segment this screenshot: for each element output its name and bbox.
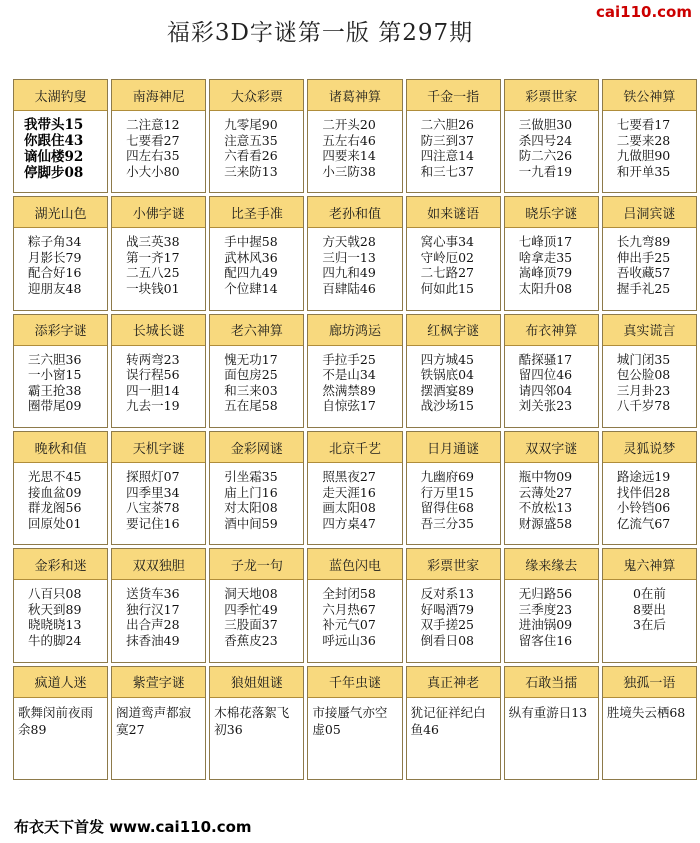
clue-line: 呼远山36: [322, 632, 376, 648]
clue-line: 三归一13: [322, 249, 376, 265]
cell-header: 如来谜语: [407, 197, 500, 228]
clue-line: 一块钱01: [126, 280, 180, 296]
cell-body: [112, 111, 205, 192]
clue-line: 胜境失云栖68: [606, 704, 686, 720]
clue-line: 对太阳08: [224, 500, 278, 515]
cell-header: 老六神算: [210, 315, 303, 346]
clue-line: 迎朋友48: [28, 280, 82, 296]
cell-body: [112, 463, 205, 544]
clue-line: 云薄处27: [518, 484, 573, 500]
puzzle-cell: [209, 196, 304, 310]
clue-line: 洞天地08: [224, 586, 278, 602]
cell-header: 灵狐说梦: [603, 432, 696, 463]
puzzle-cell: [602, 79, 697, 193]
clue-line: 九零尾90: [224, 117, 278, 132]
cell-header: 北京千艺: [308, 432, 401, 463]
clue-line: 留得住68: [420, 500, 474, 515]
clue-line: 群龙阁56: [28, 500, 82, 515]
footer-credit: 布衣天下首发 www.cai110.com: [14, 818, 252, 836]
clue-line: 无归路56: [518, 586, 573, 602]
cell-header: 铁公神算: [603, 80, 696, 111]
clue-line: 三股面37: [224, 617, 278, 633]
cell-body: [308, 111, 401, 192]
cell-header: 疯道人迷: [14, 667, 107, 698]
puzzle-cell: [406, 314, 501, 428]
clue-line: 四左右35: [126, 148, 180, 163]
puzzle-grid: [13, 79, 697, 780]
clue-line: 长九弯89: [616, 234, 671, 250]
clue-line: 手中握58: [224, 234, 278, 250]
cell-header: 长城长谜: [112, 315, 205, 346]
cell-header: 天机字谜: [112, 432, 205, 463]
cell-body: [407, 111, 500, 192]
puzzle-cell: [504, 314, 599, 428]
clue-line: 四九和49: [322, 265, 376, 281]
clue-line: 三季度23: [518, 601, 573, 617]
cell-header: 添彩字谜: [14, 315, 107, 346]
clue-line: 个位肆14: [224, 280, 278, 296]
cell-header: 大众彩票: [210, 80, 303, 111]
clue-line: 八百只08: [28, 586, 82, 602]
puzzle-cell: [307, 196, 402, 310]
cell-body: [603, 463, 696, 544]
clue-line: 五左右46: [322, 132, 376, 148]
cell-body: [210, 580, 303, 661]
clue-line: 摆酒宴89: [420, 382, 474, 398]
puzzle-cell: [111, 79, 206, 193]
cell-header: 彩票世家: [505, 80, 598, 111]
puzzle-cell: [111, 314, 206, 428]
cell-body: [505, 346, 598, 427]
cell-body: [14, 463, 107, 544]
clue-line: 方天戟28: [322, 234, 376, 250]
clue-line: 铁锅底04: [420, 367, 474, 383]
clue-line: 嵩峰顶79: [518, 265, 573, 281]
clue-line: 八千岁78: [616, 398, 671, 414]
clue-line: 自惊弦17: [322, 398, 376, 414]
clue-line: 三六胆36: [28, 351, 82, 367]
cell-header: 布衣神算: [505, 315, 598, 346]
clue-line: 配合好16: [28, 265, 82, 281]
cell-body: [14, 111, 107, 192]
clue-line: 二要来28: [616, 132, 671, 148]
clue-line: 瓶中物09: [518, 469, 573, 484]
cell-body: [505, 463, 598, 544]
clue-line: 歌舞闵前夜雨余89: [18, 704, 94, 737]
clue-line: 小三防38: [322, 163, 376, 179]
puzzle-cell: [111, 431, 206, 545]
clue-line: 画太阳08: [322, 500, 376, 515]
clue-line: 八宝茶78: [126, 500, 180, 515]
cell-header: 狼姐姐谜: [210, 667, 303, 698]
clue-line: 二六胆26: [420, 117, 474, 132]
cell-body: [14, 698, 107, 779]
puzzle-cell: [13, 666, 108, 780]
clue-line: 不是山34: [322, 367, 376, 383]
clue-line: 战沙场15: [420, 398, 474, 414]
clue-line: 独行汉17: [126, 601, 180, 617]
clue-line: 二开头20: [322, 117, 376, 132]
puzzle-cell: [13, 196, 108, 310]
clue-line: 照黑夜27: [322, 469, 376, 484]
clue-line: 防二六26: [518, 148, 573, 163]
cell-body: [14, 346, 107, 427]
cell-header: 南海神尼: [112, 80, 205, 111]
clue-line: 伸出手25: [616, 249, 671, 265]
puzzle-cell: [406, 79, 501, 193]
cell-body: [407, 228, 500, 309]
cell-header: 金彩和迷: [14, 549, 107, 580]
clue-line: 三来防13: [224, 163, 278, 179]
cell-header: 独孤一语: [603, 667, 696, 698]
clue-line: 犹记征祥纪白鱼46: [410, 704, 486, 737]
clue-line: 月影长79: [28, 249, 82, 265]
puzzle-cell: [602, 196, 697, 310]
cell-header: 缘来缘去: [505, 549, 598, 580]
puzzle-cell: [307, 431, 402, 545]
clue-line: 要记住16: [126, 515, 180, 531]
clue-line: 啥拿走35: [518, 249, 573, 265]
clue-line: 市接蜃气亦空虚05: [312, 704, 388, 737]
clue-line: 四要来14: [322, 148, 376, 163]
clue-line: 愧无功17: [224, 351, 278, 367]
cell-body: [14, 228, 107, 309]
puzzle-cell: [504, 79, 599, 193]
puzzle-cell: [307, 666, 402, 780]
clue-line: 秋天到89: [28, 601, 82, 617]
clue-line: 0在前: [632, 586, 666, 602]
clue-line: 七要看17: [616, 117, 671, 132]
puzzle-cell: [209, 548, 304, 662]
cell-header: 鬼六神算: [603, 549, 696, 580]
page-title: 福彩3D字谜第一版 第297期: [166, 20, 474, 46]
puzzle-cell: [209, 314, 304, 428]
cell-header: 吕洞宾谜: [603, 197, 696, 228]
clue-line: 吾收藏57: [616, 265, 671, 281]
puzzle-cell: [504, 666, 599, 780]
clue-line: 找伴侣28: [616, 484, 671, 500]
puzzle-cell: [13, 548, 108, 662]
cell-header: 廊坊鸿运: [308, 315, 401, 346]
clue-line: 六看看26: [224, 148, 278, 163]
cell-body: [308, 346, 401, 427]
clue-line: 留四位46: [518, 367, 573, 383]
clue-line: 二五八25: [126, 265, 180, 281]
clue-line: 九去一19: [126, 398, 180, 414]
clue-line: 霸王抢38: [28, 382, 82, 398]
clue-line: 和三来03: [224, 382, 278, 398]
cell-body: [603, 698, 696, 779]
clue-line: 出合声28: [126, 617, 180, 633]
clue-line: 补元气07: [322, 617, 376, 633]
cell-body: [210, 463, 303, 544]
clue-line: 你跟住43: [24, 133, 84, 149]
clue-line: 窝心事34: [420, 234, 474, 250]
cell-body: [210, 228, 303, 309]
clue-line: 四注意14: [420, 148, 474, 163]
clue-line: 四季忙49: [224, 601, 278, 617]
puzzle-cell: [307, 314, 402, 428]
clue-line: 进油锅09: [518, 617, 573, 633]
cell-header: 双双字谜: [505, 432, 598, 463]
clue-line: 四一胆14: [126, 382, 180, 398]
cell-body: [603, 580, 696, 661]
clue-line: 配四九49: [224, 265, 278, 281]
clue-line: 太阳升08: [518, 280, 573, 296]
clue-line: 四方桌47: [322, 515, 376, 531]
clue-line: 8要出: [632, 601, 666, 617]
clue-line: 财源盛58: [518, 515, 573, 531]
puzzle-cell: [13, 431, 108, 545]
clue-line: 四季里34: [126, 484, 180, 500]
cell-header: 双双独胆: [112, 549, 205, 580]
clue-line: 包公脸08: [616, 367, 671, 383]
clue-line: 请四邻04: [518, 382, 573, 398]
clue-line: 纵有重游日13: [508, 704, 588, 720]
clue-line: 何如此15: [420, 280, 474, 296]
puzzle-cell: [602, 666, 697, 780]
cell-body: [210, 111, 303, 192]
clue-line: 战三英38: [126, 234, 180, 250]
clue-line: 庙上门16: [224, 484, 278, 500]
puzzle-cell: [406, 666, 501, 780]
cell-header: 小佛字谜: [112, 197, 205, 228]
clue-line: 七要看27: [126, 132, 180, 148]
puzzle-cell: [602, 431, 697, 545]
clue-line: 手拉手25: [322, 351, 376, 367]
clue-line: 四方城45: [420, 351, 474, 367]
clue-line: 一小窗15: [28, 367, 82, 383]
puzzle-cell: [13, 79, 108, 193]
puzzle-cell: [406, 548, 501, 662]
puzzle-cell: [602, 314, 697, 428]
cell-body: [112, 228, 205, 309]
puzzle-cell: [307, 79, 402, 193]
puzzle-cell: [504, 431, 599, 545]
cell-body: [603, 346, 696, 427]
clue-line: 杀四号24: [518, 132, 573, 148]
clue-line: 然满禁89: [322, 382, 376, 398]
clue-line: 好喝酒79: [420, 601, 474, 617]
clue-line: 晓晓晓13: [28, 617, 82, 633]
clue-line: 守岭厄02: [420, 249, 474, 265]
puzzle-cell: [111, 196, 206, 310]
cell-body: [112, 580, 205, 661]
clue-line: 谪仙楼92: [24, 149, 84, 165]
clue-line: 误行程56: [126, 367, 180, 383]
clue-line: 九幽府69: [420, 469, 474, 484]
puzzle-cell: [209, 79, 304, 193]
cell-body: [210, 698, 303, 779]
cell-header: 真正神老: [407, 667, 500, 698]
clue-line: 3在后: [632, 617, 666, 633]
puzzle-cell: [504, 548, 599, 662]
cell-body: [14, 580, 107, 661]
cell-header: 太湖钓叟: [14, 80, 107, 111]
cell-header: 晓乐字谜: [505, 197, 598, 228]
clue-line: 吾三分35: [420, 515, 474, 531]
clue-line: 引坐霜35: [224, 469, 278, 484]
clue-line: 送货车36: [126, 586, 180, 602]
cell-header: 日月通谜: [407, 432, 500, 463]
clue-line: 接血盆09: [28, 484, 82, 500]
cell-header: 金彩网谜: [210, 432, 303, 463]
clue-line: 行万里15: [420, 484, 474, 500]
cell-body: [407, 463, 500, 544]
cell-body: [308, 580, 401, 661]
clue-line: 三月卦23: [616, 382, 671, 398]
cell-header: 晚秋和值: [14, 432, 107, 463]
clue-line: 二注意12: [126, 117, 180, 132]
clue-line: 小铃铛06: [616, 500, 671, 515]
clue-line: 九做胆90: [616, 148, 671, 163]
clue-line: 二七路27: [420, 265, 474, 281]
clue-line: 百肆陆46: [322, 280, 376, 296]
puzzle-cell: [209, 666, 304, 780]
cell-header: 红枫字谜: [407, 315, 500, 346]
clue-line: 一九看19: [518, 163, 573, 179]
clue-line: 反对系13: [420, 586, 474, 602]
cell-body: [505, 698, 598, 779]
clue-line: 香蕉皮23: [224, 632, 278, 648]
clue-line: 牛的脚24: [28, 632, 82, 648]
clue-line: 路途远19: [616, 469, 671, 484]
clue-line: 走天涯16: [322, 484, 376, 500]
clue-line: 和三七37: [420, 163, 474, 179]
clue-line: 抹香油49: [126, 632, 180, 648]
clue-line: 双手搓25: [420, 617, 474, 633]
clue-line: 注意五35: [224, 132, 278, 148]
clue-line: 回原处01: [28, 515, 82, 531]
clue-line: 小大小80: [126, 163, 180, 179]
clue-line: 光思不45: [28, 469, 82, 484]
cell-body: [308, 698, 401, 779]
clue-line: 第一齐17: [126, 249, 180, 265]
clue-line: 三做胆30: [518, 117, 573, 132]
puzzle-cell: [602, 548, 697, 662]
cell-body: [603, 228, 696, 309]
cell-header: 石敢当擂: [505, 667, 598, 698]
clue-line: 不放松13: [518, 500, 573, 515]
clue-line: 探照灯07: [126, 469, 180, 484]
cell-header: 千年虫谜: [308, 667, 401, 698]
puzzle-cell: [504, 196, 599, 310]
cell-header: 彩票世家: [407, 549, 500, 580]
clue-line: 握手礼25: [616, 280, 671, 296]
clue-line: 六月热67: [322, 601, 376, 617]
cell-header: 紫萱字谜: [112, 667, 205, 698]
cell-header: 千金一指: [407, 80, 500, 111]
cell-body: [505, 228, 598, 309]
cell-header: 真实谎言: [603, 315, 696, 346]
puzzle-cell: [111, 548, 206, 662]
cell-header: 子龙一句: [210, 549, 303, 580]
clue-line: 防三到37: [420, 132, 474, 148]
clue-line: 七峰顶17: [518, 234, 573, 250]
site-watermark: cai110.com: [596, 3, 692, 21]
puzzle-cell: [406, 431, 501, 545]
clue-line: 五在尾58: [224, 398, 278, 414]
clue-line: 我带头15: [24, 117, 84, 133]
cell-body: [112, 346, 205, 427]
cell-body: [308, 228, 401, 309]
puzzle-cell: [307, 548, 402, 662]
puzzle-cell: [13, 314, 108, 428]
clue-line: 倒看日08: [420, 632, 474, 648]
cell-body: [112, 698, 205, 779]
cell-header: 湖光山色: [14, 197, 107, 228]
clue-line: 全封闭58: [322, 586, 376, 602]
clue-line: 亿流气67: [616, 515, 671, 531]
clue-line: 木棉花落絮飞初36: [214, 704, 290, 737]
clue-line: 留客住16: [518, 632, 573, 648]
cell-header: 比圣手准: [210, 197, 303, 228]
cell-header: 蓝色闪电: [308, 549, 401, 580]
clue-line: 酒中间59: [224, 515, 278, 531]
puzzle-cell: [111, 666, 206, 780]
cell-body: [308, 463, 401, 544]
cell-body: [210, 346, 303, 427]
clue-line: 武林风36: [224, 249, 278, 265]
puzzle-cell: [209, 431, 304, 545]
clue-line: 和开单35: [616, 163, 671, 179]
cell-body: [505, 580, 598, 661]
clue-line: 刘关张23: [518, 398, 573, 414]
cell-body: [603, 111, 696, 192]
cell-body: [407, 698, 500, 779]
cell-header: 诸葛神算: [308, 80, 401, 111]
clue-line: 城门闭35: [616, 351, 671, 367]
cell-body: [505, 111, 598, 192]
clue-line: 转两弯23: [126, 351, 180, 367]
clue-line: 粽子角34: [28, 234, 82, 250]
clue-line: 酷探骚17: [518, 351, 573, 367]
cell-body: [407, 580, 500, 661]
clue-line: 面包房25: [224, 367, 278, 383]
clue-line: 圈带尾09: [28, 398, 82, 414]
cell-header: 老孙和值: [308, 197, 401, 228]
cell-body: [407, 346, 500, 427]
clue-line: 停脚步08: [24, 165, 84, 181]
clue-line: 阁道鸾声都寂寞27: [116, 704, 192, 737]
puzzle-cell: [406, 196, 501, 310]
